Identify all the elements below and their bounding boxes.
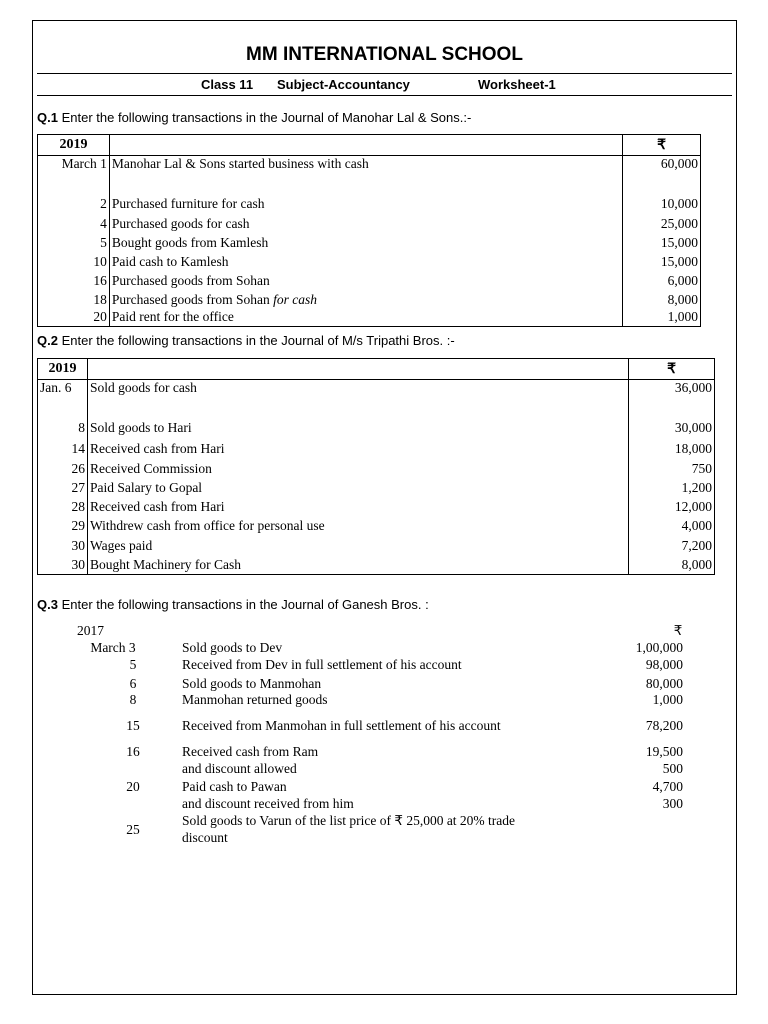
row-amount: 1,200	[629, 479, 715, 498]
question-3-number: Q.3	[37, 597, 58, 612]
row-date: 2	[38, 194, 110, 214]
question-3	[37, 597, 429, 612]
row-amount: 8,000	[629, 556, 715, 575]
table-row	[38, 214, 701, 234]
row-amount: 60,000	[623, 156, 701, 194]
row-amount: 18,000	[629, 439, 715, 459]
table-row	[38, 194, 701, 214]
row-description: Manohar Lal & Sons started business with cash	[109, 156, 622, 194]
row-amount: 78,200	[645, 718, 683, 733]
table-row	[38, 498, 715, 517]
row-description: Sold goods to Varun of the list price of ₹ 25,000 at 20% trade	[182, 813, 516, 828]
row-description: Wages paid	[87, 536, 628, 556]
q2-table-header	[38, 359, 715, 380]
row-description: Received cash from Hari	[87, 439, 628, 459]
row-amount: 25,000	[623, 214, 701, 234]
row-description: Received from Manmohan in full settlement of his account	[182, 718, 501, 733]
q2-journal-table	[37, 358, 715, 575]
class-label: Class 11	[201, 77, 254, 92]
row-amount: 80,000	[645, 676, 683, 691]
row-date: March 1	[38, 156, 110, 194]
row-date: 18	[38, 291, 110, 309]
table-row	[38, 253, 701, 272]
row-date: 25	[126, 822, 140, 837]
row-description: Bought goods from Kamlesh	[109, 234, 622, 253]
row-description: Sold goods to Dev	[182, 640, 283, 655]
row-amount: 15,000	[623, 253, 701, 272]
row-date: 15	[126, 718, 140, 733]
row-description: Sold goods to Hari	[87, 418, 628, 439]
question-2-number: Q.2	[37, 333, 58, 348]
table-row	[38, 459, 715, 479]
row-description: Manmohan returned goods	[182, 692, 328, 707]
row-date: 14	[38, 439, 88, 459]
row-date: 8	[129, 692, 137, 707]
row-amount: 750	[629, 459, 715, 479]
row-description: Purchased furniture for cash	[109, 194, 622, 214]
row-description: Paid Salary to Gopal	[87, 479, 628, 498]
row-description: Paid rent for the office	[109, 309, 622, 327]
question-1-number: Q.1	[37, 110, 58, 125]
row-amount: 12,000	[629, 498, 715, 517]
question-3-text: Enter the following transactions in the Journal of Ganesh Bros. :	[61, 597, 429, 612]
row-description: Bought Machinery for Cash	[87, 556, 628, 575]
row-description-text: Purchased goods from Sohan	[111, 291, 270, 307]
row-date: 6	[129, 676, 137, 691]
row-amount: 1,000	[623, 309, 701, 327]
subject-label: Subject-Accountancy	[277, 77, 410, 92]
row-description: Paid cash to Kamlesh	[109, 253, 622, 272]
table-row	[38, 380, 715, 418]
header-rule-bottom	[37, 95, 732, 96]
row-amount: 1,00,000	[635, 640, 683, 655]
row-description: Purchased goods for cash	[109, 214, 622, 234]
q1-year: 2019	[38, 135, 110, 156]
row-date: 26	[38, 459, 88, 479]
row-amount: 4,000	[629, 517, 715, 536]
row-description	[109, 291, 622, 309]
row-amount: 7,200	[629, 536, 715, 556]
row-amount: 30,000	[629, 418, 715, 439]
row-amount: 500	[662, 761, 683, 776]
question-2	[37, 333, 455, 348]
row-amount: 300	[662, 796, 683, 811]
row-date: 16	[38, 272, 110, 291]
table-row	[38, 291, 701, 309]
row-amount: 36,000	[629, 380, 715, 418]
row-description: Received cash from Ram	[182, 744, 319, 759]
table-row	[38, 418, 715, 439]
row-description: and discount allowed	[182, 761, 297, 776]
row-date: 27	[38, 479, 88, 498]
q1-journal-table	[37, 134, 701, 327]
row-date: March 3	[90, 640, 136, 655]
q2-year: 2019	[38, 359, 88, 380]
row-amount: 8,000	[623, 291, 701, 309]
worksheet-page	[32, 20, 737, 995]
row-date: 29	[38, 517, 88, 536]
row-amount: 1,000	[652, 692, 683, 707]
row-date: 20	[126, 779, 140, 794]
question-2-text: Enter the following transactions in the Journal of M/s Tripathi Bros. :-	[61, 333, 455, 348]
row-amount: 98,000	[645, 657, 683, 672]
row-description-continued: discount	[182, 830, 228, 845]
table-row	[38, 556, 715, 575]
header-rule-top	[37, 73, 732, 74]
row-date: 5	[129, 657, 137, 672]
row-description: Purchased goods from Sohan	[109, 272, 622, 291]
row-date: 5	[38, 234, 110, 253]
row-date: 30	[38, 556, 88, 575]
row-date: 8	[38, 418, 88, 439]
row-date: 16	[126, 744, 140, 759]
row-date: 4	[38, 214, 110, 234]
table-row	[38, 439, 715, 459]
worksheet-label: Worksheet-1	[478, 77, 556, 92]
row-amount: 19,500	[645, 744, 683, 759]
row-description-italic: for cash	[273, 291, 318, 307]
q3-currency-symbol: ₹	[673, 623, 683, 638]
school-name: MM INTERNATIONAL SCHOOL	[246, 44, 523, 65]
q3-year: 2017	[77, 623, 104, 638]
row-description: Sold goods for cash	[87, 380, 628, 418]
row-amount: 10,000	[623, 194, 701, 214]
table-row	[38, 479, 715, 498]
row-date: 20	[38, 309, 110, 327]
table-row	[38, 517, 715, 536]
q1-currency-symbol: ₹	[623, 135, 701, 156]
question-1-text: Enter the following transactions in the Journal of Manohar Lal & Sons.:-	[61, 110, 472, 125]
row-date: 10	[38, 253, 110, 272]
row-description: Sold goods to Manmohan	[182, 676, 322, 691]
table-row	[38, 536, 715, 556]
row-date: 30	[38, 536, 88, 556]
table-row	[38, 156, 701, 194]
row-description: Received Commission	[87, 459, 628, 479]
row-description: and discount received from him	[182, 796, 354, 811]
row-amount: 6,000	[623, 272, 701, 291]
row-description: Received from Dev in full settlement of his account	[182, 657, 462, 672]
table-row	[38, 234, 701, 253]
row-amount: 15,000	[623, 234, 701, 253]
row-amount: 4,700	[652, 779, 683, 794]
row-description: Withdrew cash from office for personal use	[87, 517, 628, 536]
row-description: Received cash from Hari	[87, 498, 628, 517]
row-date: 28	[38, 498, 88, 517]
row-description: Paid cash to Pawan	[182, 779, 287, 794]
q1-table-header	[38, 135, 701, 156]
row-date: Jan. 6	[38, 380, 88, 418]
q2-currency-symbol: ₹	[629, 359, 715, 380]
table-row	[38, 272, 701, 291]
table-row	[38, 309, 701, 327]
question-1	[37, 110, 471, 125]
